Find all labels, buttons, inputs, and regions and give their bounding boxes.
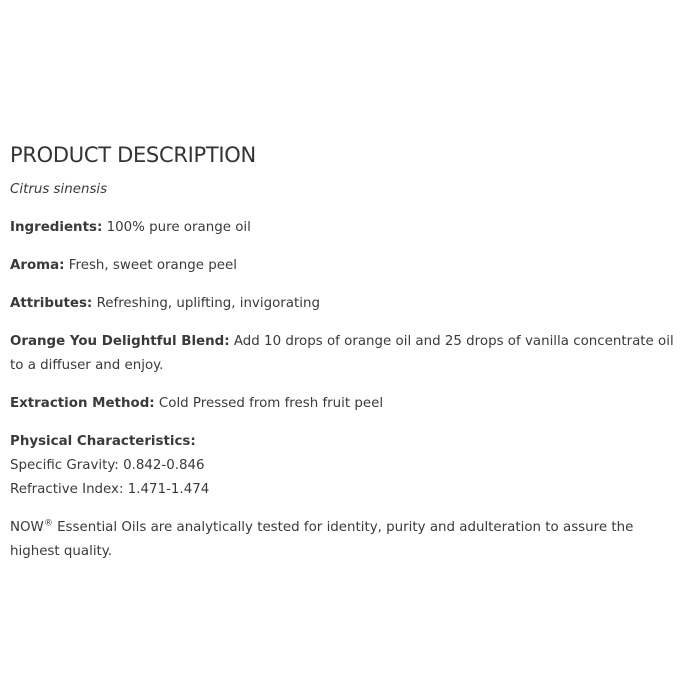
extraction-label: Extraction Method: [10,396,155,411]
physical-label: Physical Characteristics: [10,434,196,449]
quality-note-text: Essential Oils are analytically tested for identity, purity and adulteration to assure the highest quality. [10,520,634,559]
botanical-name [10,178,680,202]
ingredients-label: Ingredients: [10,220,103,235]
aroma-value: Fresh, sweet orange peel [68,258,237,273]
refractive-index: Refractive Index: 1.471-1.474 [10,482,210,497]
ingredients-line [10,216,680,240]
aroma-line [10,254,680,278]
blend-line [10,330,680,378]
extraction-value: Cold Pressed from fresh fruit peel [158,396,384,411]
attributes-label: Attributes: [10,296,93,311]
blend-value: Add 10 drops of orange oil and 25 drops of vanilla concentrate oil to a diffuser and enjoy. [10,334,674,373]
attributes-value: Refreshing, uplifting, invigorating [96,296,320,311]
blend-label: Orange You Delightful Blend: [10,334,230,349]
physical-label-line [10,430,680,454]
botanical-name-text: Citrus sinensis [10,182,108,197]
brand-name: NOW [10,520,44,535]
physical-characteristics [10,430,680,502]
registered-mark: ® [43,518,53,529]
aroma-label: Aroma: [10,258,65,273]
section-title: PRODUCT DESCRIPTION [10,143,256,167]
quality-note [10,516,680,564]
ingredients-value: 100% pure orange oil [106,220,251,235]
specific-gravity: Specific Gravity: 0.842-0.846 [10,458,205,473]
attributes-line [10,292,680,316]
extraction-line [10,392,680,416]
product-description-section [10,140,680,564]
